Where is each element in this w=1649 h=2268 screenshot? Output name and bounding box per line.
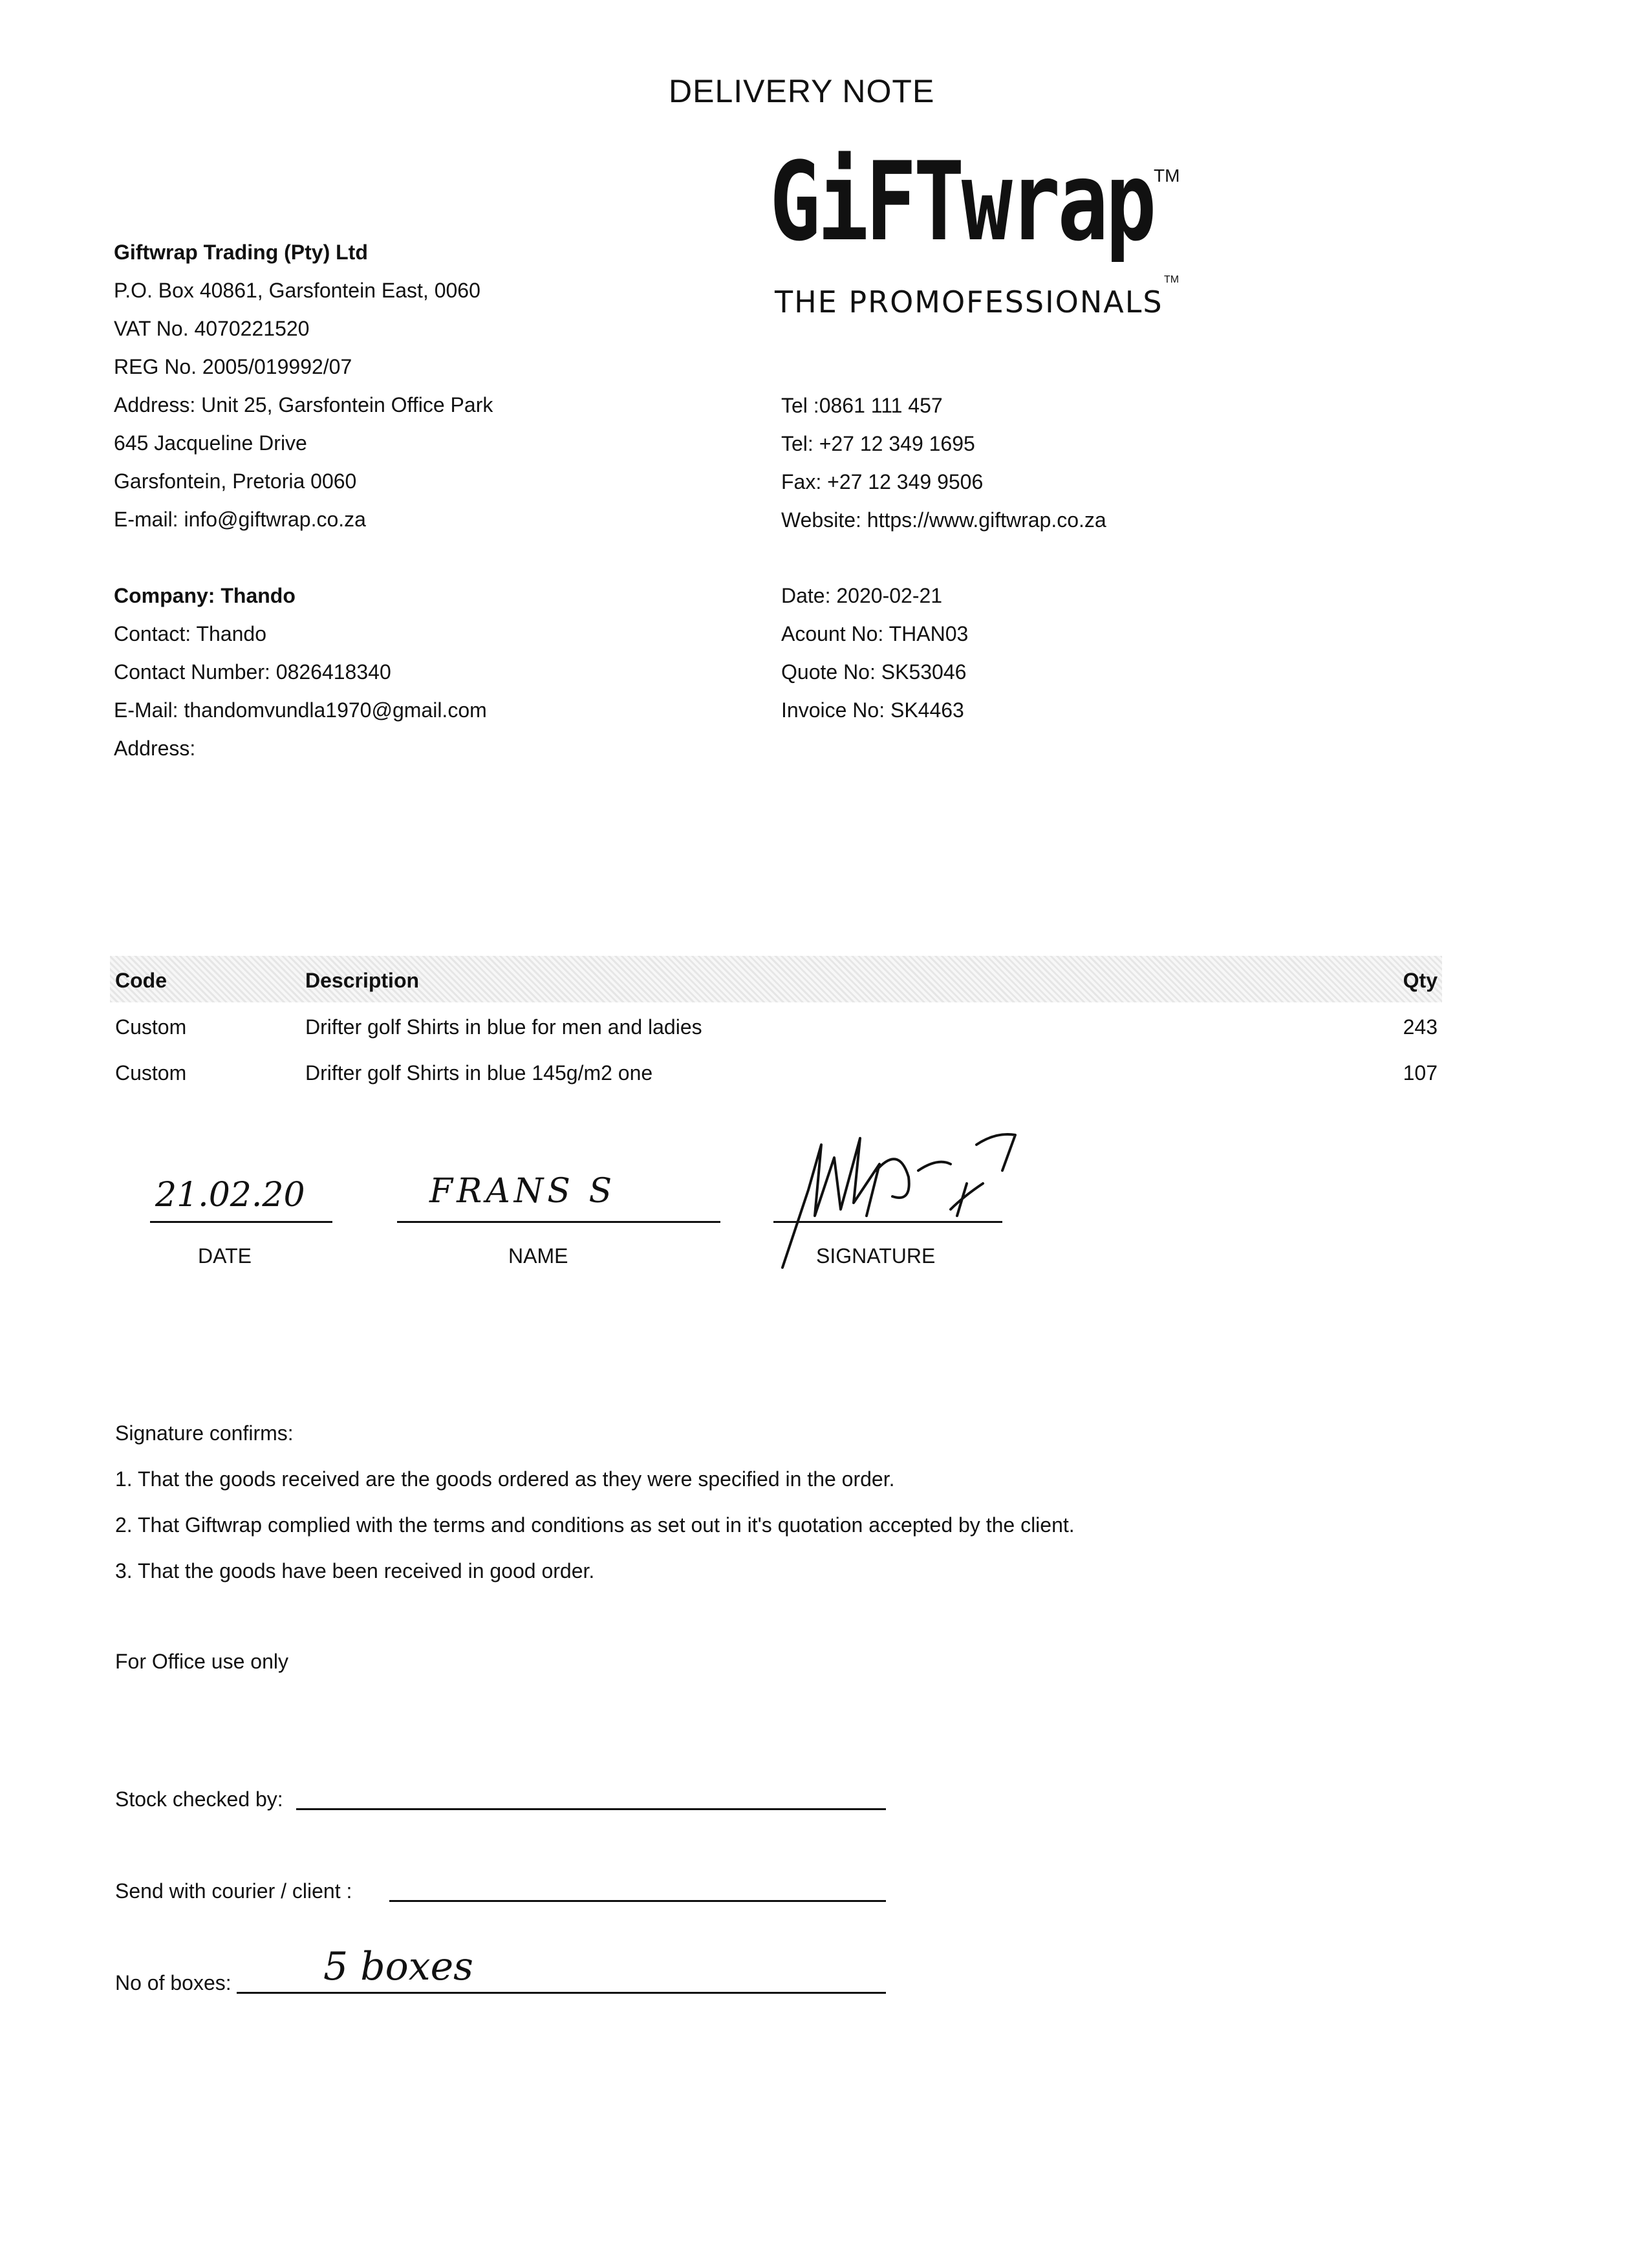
sender-email: E-mail: info@giftwrap.co.za: [114, 508, 366, 531]
logo-trademark: TM: [1154, 166, 1180, 186]
handwritten-name: FRANS S: [429, 1172, 616, 1211]
name-label: NAME: [508, 1244, 568, 1268]
boxes-label: No of boxes:: [115, 1971, 232, 1994]
giftwrap-logo: [770, 138, 1183, 270]
contact-line: Fax: +27 12 349 9506: [781, 470, 984, 493]
logo-wordmark: GiFTwrap: [770, 138, 1154, 265]
header-qty: Qty: [1403, 969, 1438, 992]
cell-description: Drifter golf Shirts in blue 145g/m2 one: [305, 1061, 653, 1085]
name-line: [397, 1221, 720, 1223]
client-line: Contact: Thando: [114, 622, 267, 645]
confirmation-item: 3. That the goods have been received in good order.: [115, 1559, 595, 1582]
table-row: [0, 1060, 1649, 1092]
client-address: Address:: [114, 737, 196, 760]
date-line: [150, 1221, 332, 1223]
courier-line: [389, 1900, 886, 1902]
sender-line: 645 Jacqueline Drive: [114, 431, 307, 455]
client-line: Contact Number: 0826418340: [114, 660, 391, 684]
client-company: Company: Thando: [114, 584, 296, 607]
contact-website: Website: https://www.giftwrap.co.za: [781, 508, 1106, 532]
cell-description: Drifter golf Shirts in blue for men and ladies: [305, 1015, 702, 1039]
contact-line: Tel :0861 111 457: [781, 394, 943, 417]
order-account: Acount No: THAN03: [781, 622, 969, 645]
client-email: E-Mail: thandomvundla1970@gmail.com: [114, 698, 487, 722]
cell-qty: 243: [1403, 1015, 1438, 1039]
logo-tagline: THE PROMOFESSIONALS: [775, 285, 1163, 319]
order-quote: Quote No: SK53046: [781, 660, 967, 684]
cell-code: Custom: [115, 1015, 187, 1039]
confirmation-item: 1. That the goods received are the goods ordered as they were specified in the order.: [115, 1467, 895, 1491]
document-title: DELIVERY NOTE: [669, 73, 935, 109]
cell-code: Custom: [115, 1061, 187, 1085]
sender-line: Address: Unit 25, Garsfontein Office Park: [114, 393, 493, 416]
table-header: [0, 967, 1649, 1000]
handwritten-boxes: 5 boxes: [323, 1944, 473, 1989]
tagline-trademark: TM: [1164, 274, 1180, 285]
office-heading: For Office use only: [115, 1650, 288, 1673]
sender-line: REG No. 2005/019992/07: [114, 355, 352, 378]
date-label: DATE: [198, 1244, 252, 1268]
contact-line: Tel: +27 12 349 1695: [781, 432, 975, 455]
order-date: Date: 2020-02-21: [781, 584, 943, 607]
handwritten-date: 21.02.20: [155, 1176, 305, 1215]
boxes-line: [237, 1992, 886, 1994]
signature-line: [773, 1221, 1002, 1223]
sender-line: P.O. Box 40861, Garsfontein East, 0060: [114, 279, 480, 302]
sender-line: Garsfontein, Pretoria 0060: [114, 470, 357, 493]
cell-qty: 107: [1403, 1061, 1438, 1085]
sender-line: VAT No. 4070221520: [114, 317, 310, 340]
header-description: Description: [305, 969, 420, 992]
signature-label: SIGNATURE: [816, 1244, 936, 1268]
courier-label: Send with courier / client :: [115, 1879, 352, 1903]
stock-checked-label: Stock checked by:: [115, 1787, 283, 1811]
table-row: [0, 1014, 1649, 1046]
sender-name: Giftwrap Trading (Pty) Ltd: [114, 241, 368, 264]
order-invoice: Invoice No: SK4463: [781, 698, 964, 722]
confirmation-item: 2. That Giftwrap complied with the terms and conditions as set out in it's quotation accepted by the client.: [115, 1513, 1075, 1537]
stock-checked-line: [296, 1808, 886, 1810]
confirmation-heading: Signature confirms:: [115, 1421, 294, 1445]
header-code: Code: [115, 969, 167, 992]
